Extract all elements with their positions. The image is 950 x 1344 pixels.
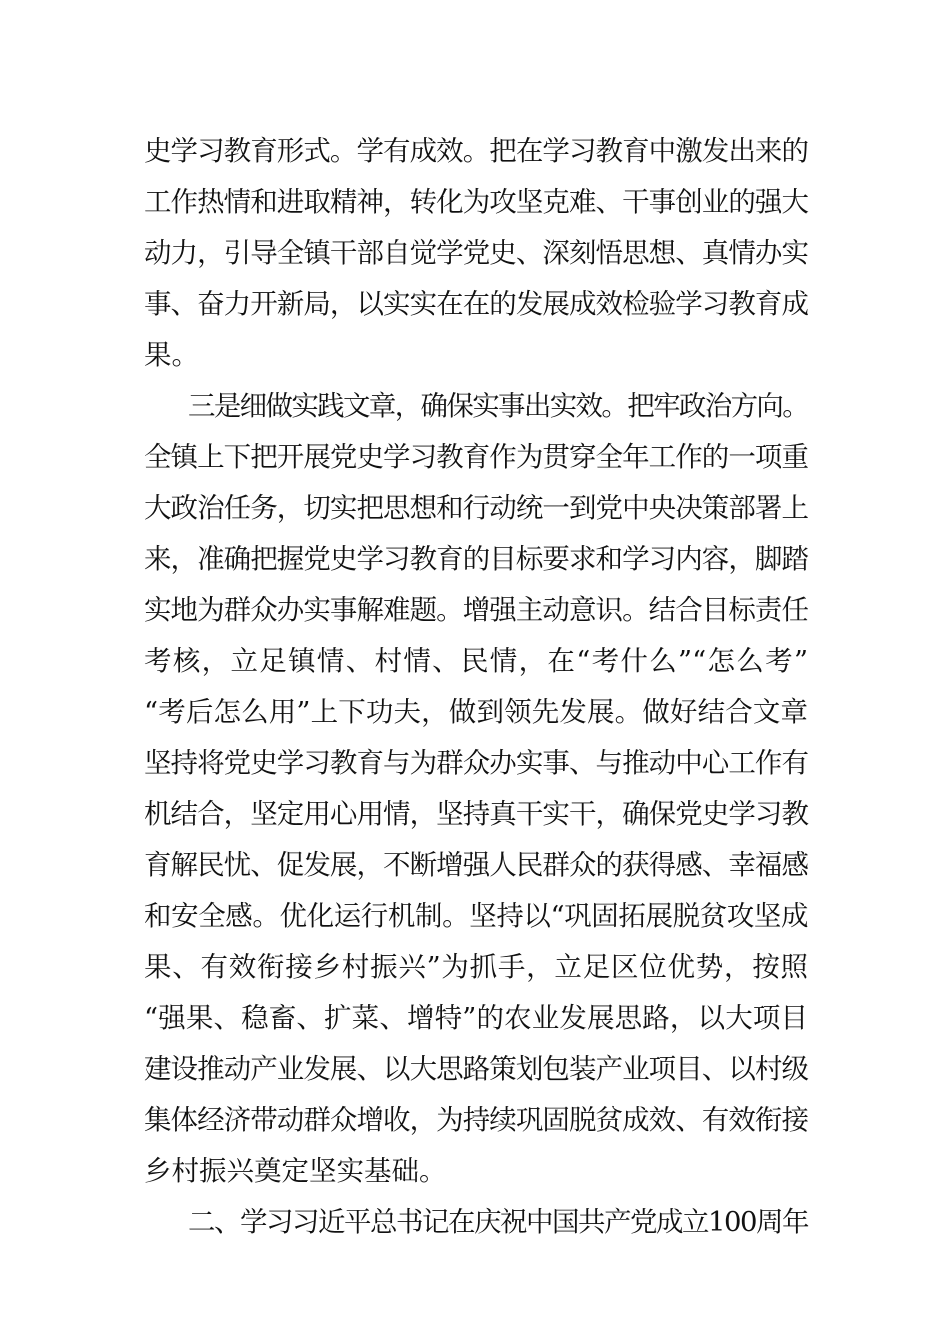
paragraph-line: 建设推动产业发展、以大思路策划包装产业项目、以村级 bbox=[144, 1053, 808, 1085]
paragraph-line: “考后怎么用”上下功夫，做到领先发展。做好结合文章 bbox=[144, 696, 808, 728]
paragraph-line: 大政治任务，切实把思想和行动统一到党中央决策部署上 bbox=[144, 492, 808, 524]
paragraph-line: 机结合，坚定用心用情，坚持真干实干，确保党史学习教 bbox=[144, 798, 808, 830]
paragraph-first-line: 三是细做实践文章，确保实事出实效。把牢政治方向。 bbox=[188, 390, 808, 422]
paragraph-line: 考核，立足镇情、村情、民情，在“考什么”“怎么考” bbox=[144, 645, 808, 677]
paragraph-line: 来，准确把握党史学习教育的目标要求和学习内容，脚踏 bbox=[144, 543, 808, 575]
paragraph-line: 史学习教育形式。学有成效。把在学习教育中激发出来的 bbox=[144, 135, 808, 167]
paragraph-line: 坚持将党史学习教育与为群众办实事、与推动中心工作有 bbox=[144, 747, 808, 779]
paragraph-line: 果。 bbox=[144, 339, 199, 371]
paragraph-line: 育解民忧、促发展，不断增强人民群众的获得感、幸福感 bbox=[144, 849, 808, 881]
paragraph-line: 事、奋力开新局，以实实在在的发展成效检验学习教育成 bbox=[144, 288, 808, 320]
paragraph-line: 全镇上下把开展党史学习教育作为贯穿全年工作的一项重 bbox=[144, 441, 808, 473]
paragraph-line: “强果、稳畜、扩菜、增特”的农业发展思路，以大项目 bbox=[144, 1002, 808, 1034]
paragraph-line: 和安全感。优化运行机制。坚持以“巩固拓展脱贫攻坚成 bbox=[144, 900, 808, 932]
paragraph-line: 果、有效衔接乡村振兴”为抓手，立足区位优势，按照 bbox=[144, 951, 808, 983]
paragraph-line: 工作热情和进取精神，转化为攻坚克难、干事创业的强大 bbox=[144, 186, 808, 218]
paragraph-line: 集体经济带动群众增收，为持续巩固脱贫成效、有效衔接 bbox=[144, 1104, 808, 1136]
paragraph-line: 乡村振兴奠定坚实基础。 bbox=[144, 1155, 447, 1187]
paragraph-line: 动力，引导全镇干部自觉学党史、深刻悟思想、真情办实 bbox=[144, 237, 808, 269]
paragraph-line: 实地为群众办实事解难题。增强主动意识。结合目标责任 bbox=[144, 594, 808, 626]
section-heading-line: 二、学习习近平总书记在庆祝中国共产党成立100周年 bbox=[188, 1206, 808, 1238]
